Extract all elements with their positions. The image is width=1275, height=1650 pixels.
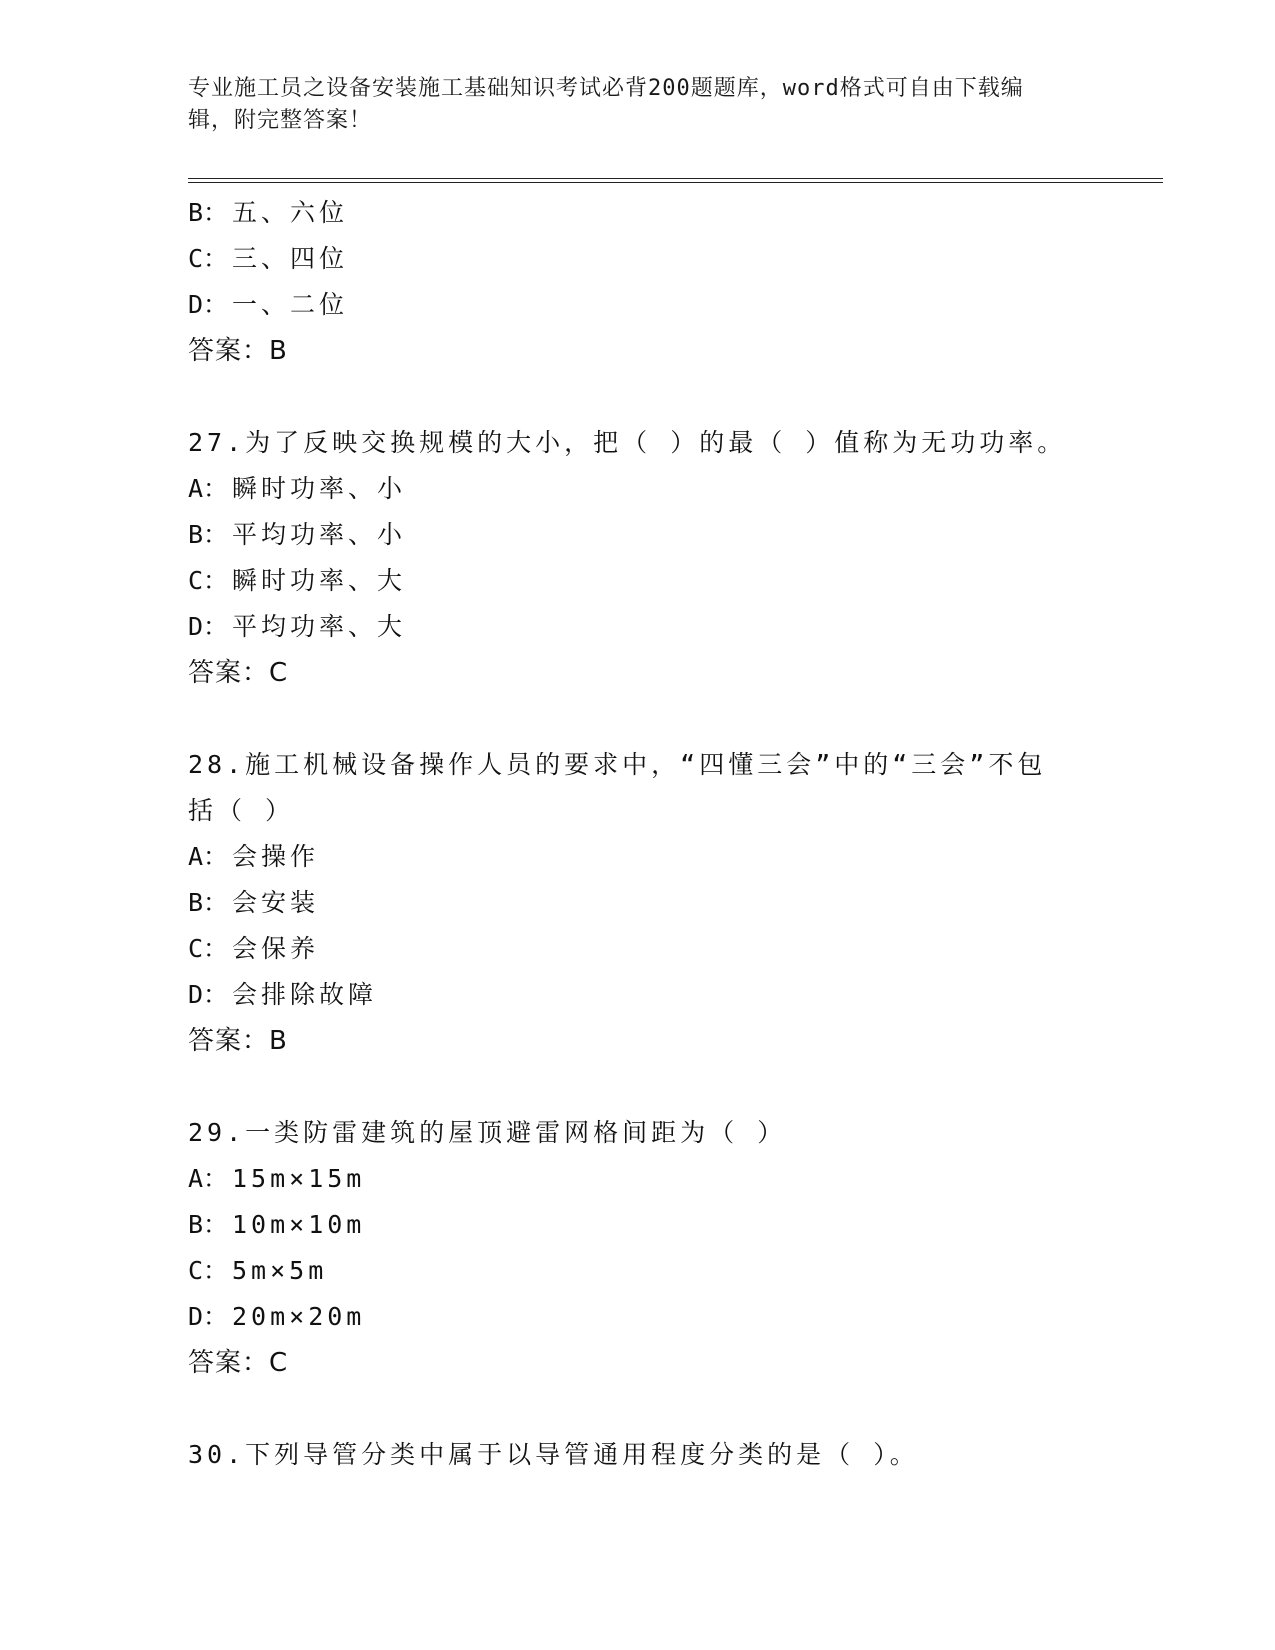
question-stem (188, 1110, 1088, 1156)
option-a (188, 834, 1088, 880)
option-key: B： (188, 198, 229, 227)
option-text: 会排除故障 (232, 980, 378, 1009)
question-text: 一类防雷建筑的屋顶避雷网格间距为（ ） (245, 1118, 787, 1147)
question-number: 27. (188, 428, 246, 457)
answer-line: 答案：C (188, 658, 289, 688)
answer-line: 答案：B (188, 1026, 288, 1056)
option-d (188, 282, 1088, 328)
question-text: 为了反映交换规模的大小，把（ ）的最（ ）值称为无功功率。 (245, 428, 1067, 457)
option-text: 会安装 (232, 888, 320, 917)
option-text: 一、二位 (232, 290, 349, 319)
option-text: 三、四位 (232, 244, 349, 273)
header-double-rule (188, 178, 1163, 183)
option-text: 五、六位 (232, 198, 349, 227)
option-key: C： (188, 1256, 229, 1285)
option-key: A： (188, 474, 229, 503)
option-key: A： (188, 1164, 229, 1193)
question-number: 30. (188, 1440, 246, 1469)
option-text: 瞬时功率、大 (232, 566, 407, 595)
option-key: A： (188, 842, 229, 871)
question-list (188, 190, 1088, 1478)
option-key: B： (188, 1210, 229, 1239)
question-gap (188, 696, 1088, 742)
option-b (188, 512, 1088, 558)
document-header (188, 73, 1068, 137)
option-key: C： (188, 244, 229, 273)
option-c (188, 558, 1088, 604)
question-stem (188, 1432, 1088, 1478)
option-key: C： (188, 934, 229, 963)
option-key: D： (188, 1302, 229, 1331)
question-text: 下列导管分类中属于以导管通用程度分类的是（ ）。 (245, 1440, 919, 1469)
question-gap (188, 1064, 1088, 1110)
option-d (188, 972, 1088, 1018)
option-a (188, 1156, 1088, 1202)
option-text: 瞬时功率、小 (232, 474, 407, 503)
question-stem (188, 420, 1088, 466)
option-b (188, 1202, 1088, 1248)
answer-line: 答案：C (188, 1348, 289, 1378)
option-text: 平均功率、小 (232, 520, 407, 549)
option-a (188, 466, 1088, 512)
option-text: 会操作 (232, 842, 320, 871)
option-b (188, 880, 1088, 926)
option-text: 会保养 (232, 934, 320, 963)
question-number: 28. (188, 750, 246, 779)
question-gap (188, 374, 1088, 420)
question-text: 施工机械设备操作人员的要求中，“四懂三会”中的“三会”不包括（ ） (188, 750, 1047, 825)
answer-line: 答案：B (188, 336, 288, 366)
option-b (188, 190, 1088, 236)
option-key: C： (188, 566, 229, 595)
option-c (188, 1248, 1088, 1294)
question-gap (188, 1386, 1088, 1432)
option-d (188, 604, 1088, 650)
question-stem (188, 742, 1058, 834)
document-title: 专业施工员之设备安装施工基础知识考试必背200题题库，word格式可自由下载编辑，附完整答案！ (188, 76, 1024, 133)
option-key: D： (188, 980, 229, 1009)
option-key: B： (188, 888, 229, 917)
option-text: 20m×20m (232, 1302, 366, 1331)
option-key: D： (188, 612, 229, 641)
question-number: 29. (188, 1118, 246, 1147)
option-text: 15m×15m (232, 1164, 366, 1193)
option-text: 平均功率、大 (232, 612, 407, 641)
option-text: 5m×5m (232, 1256, 328, 1285)
option-c (188, 236, 1088, 282)
option-key: B： (188, 520, 229, 549)
option-c (188, 926, 1088, 972)
option-d (188, 1294, 1088, 1340)
option-text: 10m×10m (232, 1210, 366, 1239)
option-key: D： (188, 290, 229, 319)
